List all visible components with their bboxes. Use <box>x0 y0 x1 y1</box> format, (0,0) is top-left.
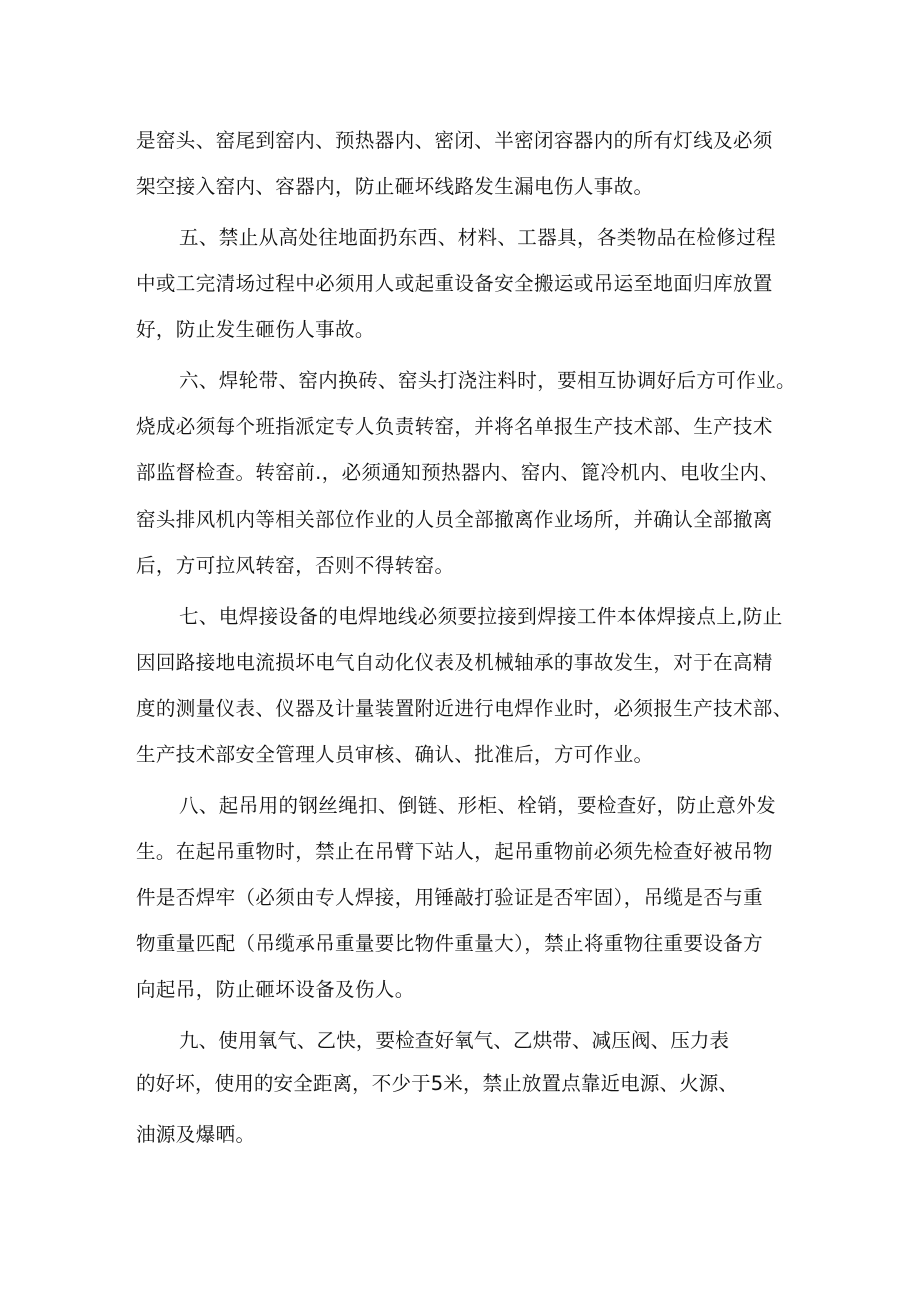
paragraph-eight-start: 八、起吊用的钢丝绳扣、倒链、形柜、栓销，要检查好，防止意外发 <box>179 794 777 817</box>
text-line: 生。在起吊重物时，禁止在吊臂下站人，起吊重物前必须先检查好被吊物 <box>136 840 773 863</box>
text-line: 度的测量仪表、仪器及计量装置附近进行电焊作业时，必须报生产技术部、 <box>136 697 793 720</box>
paragraph-seven-start: 七、电焊接设备的电焊地线必须要拉接到焊接工件本体焊接点上,防止 <box>179 605 783 628</box>
text-line: 件是否焊牢（必须由专人焊接，用锤敲打验证是否牢固），吊缆是否与重 <box>136 886 764 909</box>
paragraph-five-start: 五、禁止从高处往地面扔东西、材料、工器具，各类物品在检修过程 <box>179 226 777 249</box>
text-line: 的好坏，使用的安全距离，不少于5米，禁止放置点靠近电源、火源、 <box>136 1072 739 1095</box>
text-line: 因回路接地电流损坏电气自动化仪表及机械轴承的事故发生，对于在高精 <box>136 651 773 674</box>
paragraph-six-start: 六、焊轮带、窑内换砖、窑头打浇注料时，要相互协调好后方可作业。 <box>179 369 796 392</box>
paragraph-nine-start: 九、使用氧气、乙快，要检查好氧气、乙烘带、减压阀、压力表 <box>179 1029 730 1052</box>
text-line: 是窑头、窑尾到窑内、预热器内、密闭、半密闭容器内的所有灯线及必须 <box>136 129 773 152</box>
text-line: 部监督检查。转窑前.，必须通知预热器内、窑内、篦冷机内、电收尘内、 <box>136 461 780 484</box>
text-line: 中或工完清场过程中必须用人或起重设备安全搬运或吊运至地面归库放置 <box>136 272 773 295</box>
text-line: 物重量匹配（吊缆承吊重量要比物件重量大），禁止将重物往重要设备方 <box>136 932 764 955</box>
text-line: 后，方可拉风转窑，否则不得转窑。 <box>136 554 455 577</box>
text-line: 油源及爆晒。 <box>136 1123 256 1146</box>
text-line: 窑头排风机内等相关部位作业的人员全部撤离作业场所，并确认全部撤离 <box>136 508 773 531</box>
text-line: 烧成必须每个班指派定专人负责转窑，并将名单报生产技术部、生产技术 <box>136 415 773 438</box>
text-line: 架空接入窑内、容器内，防止砸坏线路发生漏电伤人事故。 <box>136 175 654 198</box>
text-line: 好，防止发生砸伤人事故。 <box>136 318 375 341</box>
text-line: 生产技术部安全管理人员审核、确认、批准后，方可作业。 <box>136 743 654 766</box>
text-line: 向起吊，防止砸坏设备及伤人。 <box>136 978 415 1001</box>
